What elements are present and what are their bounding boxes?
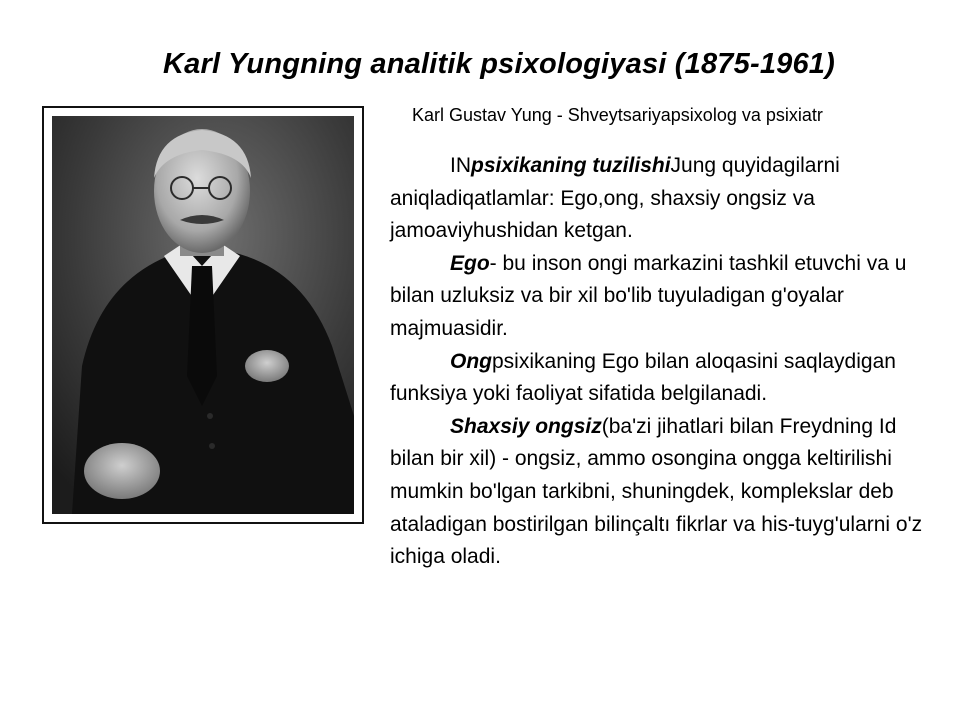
term-shaxsiy-ongsiz: Shaxsiy ongsiz [450,414,602,438]
paragraph-ego [390,248,942,346]
portrait-photo [52,116,354,514]
paragraph-text: Jung quyidagilarni aniqladiqatlamlar: Ego,ong, shaxsiy ongsiz va jamoaviyhushidan ketgan. [390,154,840,243]
slide-title: Karl Yungning analitik psixologiyasi (1875-1961) [163,48,835,80]
paragraph-text: psixikaning Ego bilan aloqasini saqlaydigan funksiya yoki faoliyat sifatida belgilanadi. [390,349,896,406]
term-ego: Ego [450,251,490,275]
paragraph-structure [390,150,942,248]
paragraph-text: - bu inson ongi markazini tashkil etuvchi va u bilan uzluksiz va bir xil bo'lib tuyuladigan g'oyalar majmuasidir. [390,251,907,340]
paragraph-ong [390,346,942,411]
portrait-frame [42,106,364,524]
term-psixika-tuzilishi: psixikaning tuzilishi [471,154,671,177]
paragraph-lead: IN [450,154,471,177]
paragraph-text: (ba'zi jihatlari bilan Freydning Id bilan bir xil) - ongsiz, ammo osongina ongga keltirilishi mumkin bo'lgan tarkibni, shuningdek, komplekslar deb ataladigan bostirilgan bilinçaltı fikrlar va his-tuyg'ularni o'z ichiga oladi. [390,414,923,569]
term-ong: Ong [450,349,492,373]
slide-subtitle: Karl Gustav Yung - Shveytsariyapsixolog va psixiatr [412,105,823,125]
paragraph-shaxsiy-ongsiz [390,411,942,574]
text-body [390,150,942,574]
